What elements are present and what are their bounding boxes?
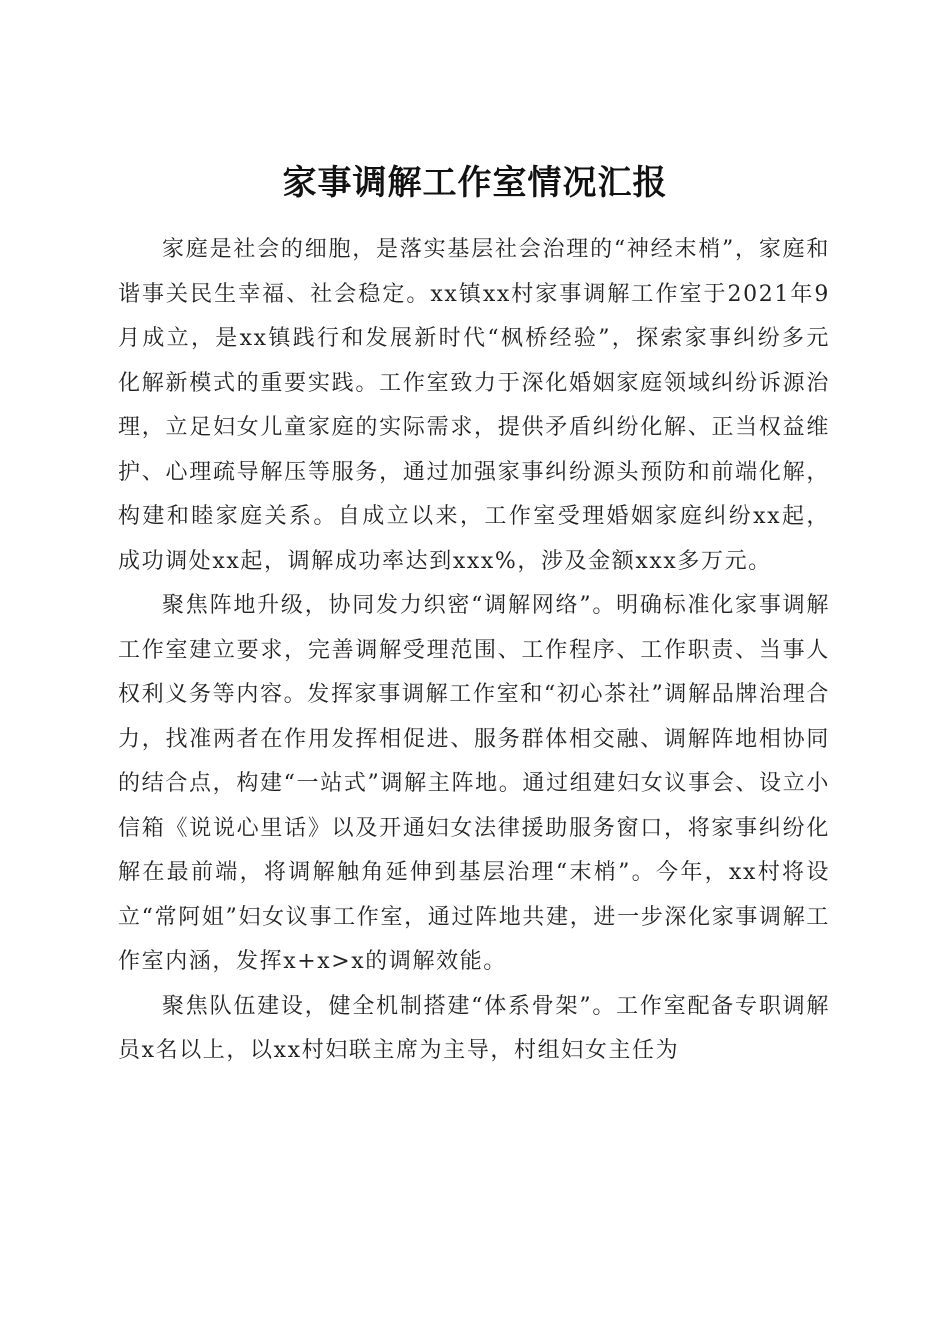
paragraph-position-upgrade: 聚焦阵地升级，协同发力织密“调解网络”。明确标准化家事调解工作室建立要求，完善调解受理范围、工作程序、工作职责、当事人权利义务等内容。发挥家事调解工作室和“初心茶社”调解品牌治理合力，找准两者在作用发挥相促进、服务群体相交融、调解阵地相协同的结合点，构建“一站式”调解主阵地。通过组建妇女议事会、设立小信箱《说说心里话》以及开通妇女法律援助服务窗口，将家事纠纷化解在最前端，将调解触角延伸到基层治理“末梢”。今年，xx村将设立“常阿姐”妇女议事工作室，通过阵地共建，进一步深化家事调解工作室内涵，发挥x+x>x的调解效能。 bbox=[118, 593, 830, 974]
paragraph-team-building: 聚焦队伍建设，健全机制搭建“体系骨架”。工作室配备专职调解员x名以上，以xx村妇联主席为主导，村组妇女主任为 bbox=[118, 993, 830, 1063]
document-title: 家事调解工作室情况汇报 bbox=[282, 162, 668, 203]
paragraph-intro: 家庭是社会的细胞，是落实基层社会治理的“神经末梢”，家庭和谐事关民生幸福、社会稳定。xx镇xx村家事调解工作室于2021年9月成立，是xx镇践行和发展新时代“枫桥经验”，探索家事纠纷多元化解新模式的重要实践。工作室致力于深化婚姻家庭领域纠纷诉源治理，立足妇女儿童家庭的实际需求，提供矛盾纠纷化解、正当权益维护、心理疏导解压等服务，通过加强家事纠纷源头预防和前端化解，构建和睦家庭关系。自成立以来，工作室受理婚姻家庭纠纷xx起，成功调处xx起，调解成功率达到xxx%，涉及金额xxx多万元。 bbox=[118, 237, 830, 574]
document-body bbox=[118, 228, 830, 1074]
